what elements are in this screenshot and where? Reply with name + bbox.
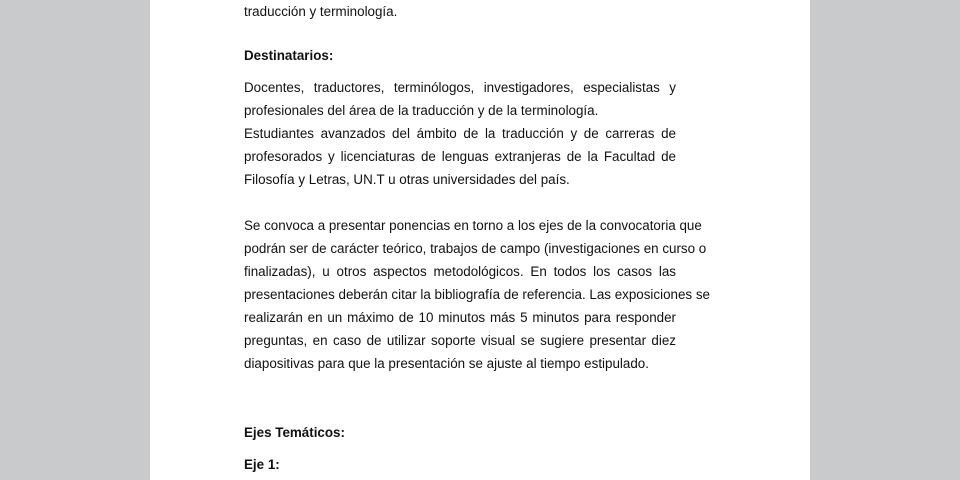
convocatoria-line: Se convoca a presentar ponencias en torno a los ejes de la convocatoria que (244, 218, 702, 233)
intro-tail-text: traducción y terminología. (244, 4, 398, 19)
convocatoria-line: podrán ser de carácter teórico, trabajos de campo (investigaciones en curso o (244, 241, 707, 256)
destinatarios-line: Docentes, traductores, terminólogos, investigadores, especialistas y (244, 80, 676, 95)
convocatoria-line: realizarán en un máximo de 10 minutos más 5 minutos para responder (244, 310, 676, 325)
destinatarios-line: profesorados y licenciaturas de lenguas extranjeras de la Facultad de (244, 149, 676, 164)
eje-1-heading: Eje 1: (244, 457, 280, 472)
convocatoria-line: presentaciones deberán citar la bibliografía de referencia. Las exposiciones se (244, 287, 710, 302)
convocatoria-line: preguntas, en caso de utilizar soporte visual se sugiere presentar diez (244, 333, 676, 348)
destinatarios-line: profesionales del área de la traducción y de la terminología. (244, 103, 599, 118)
destinatarios-line: Filosofía y Letras, UN.T u otras universidades del país. (244, 172, 570, 187)
destinatarios-line: Estudiantes avanzados del ámbito de la traducción y de carreras de (244, 126, 676, 141)
convocatoria-line: finalizadas), u otros aspectos metodológicos. En todos los casos las (244, 264, 676, 279)
convocatoria-line: diapositivas para que la presentación se ajuste al tiempo estipulado. (244, 356, 649, 371)
document-page (150, 0, 810, 480)
destinatarios-heading: Destinatarios: (244, 48, 334, 63)
ejes-tematicos-heading: Ejes Temáticos: (244, 425, 345, 440)
